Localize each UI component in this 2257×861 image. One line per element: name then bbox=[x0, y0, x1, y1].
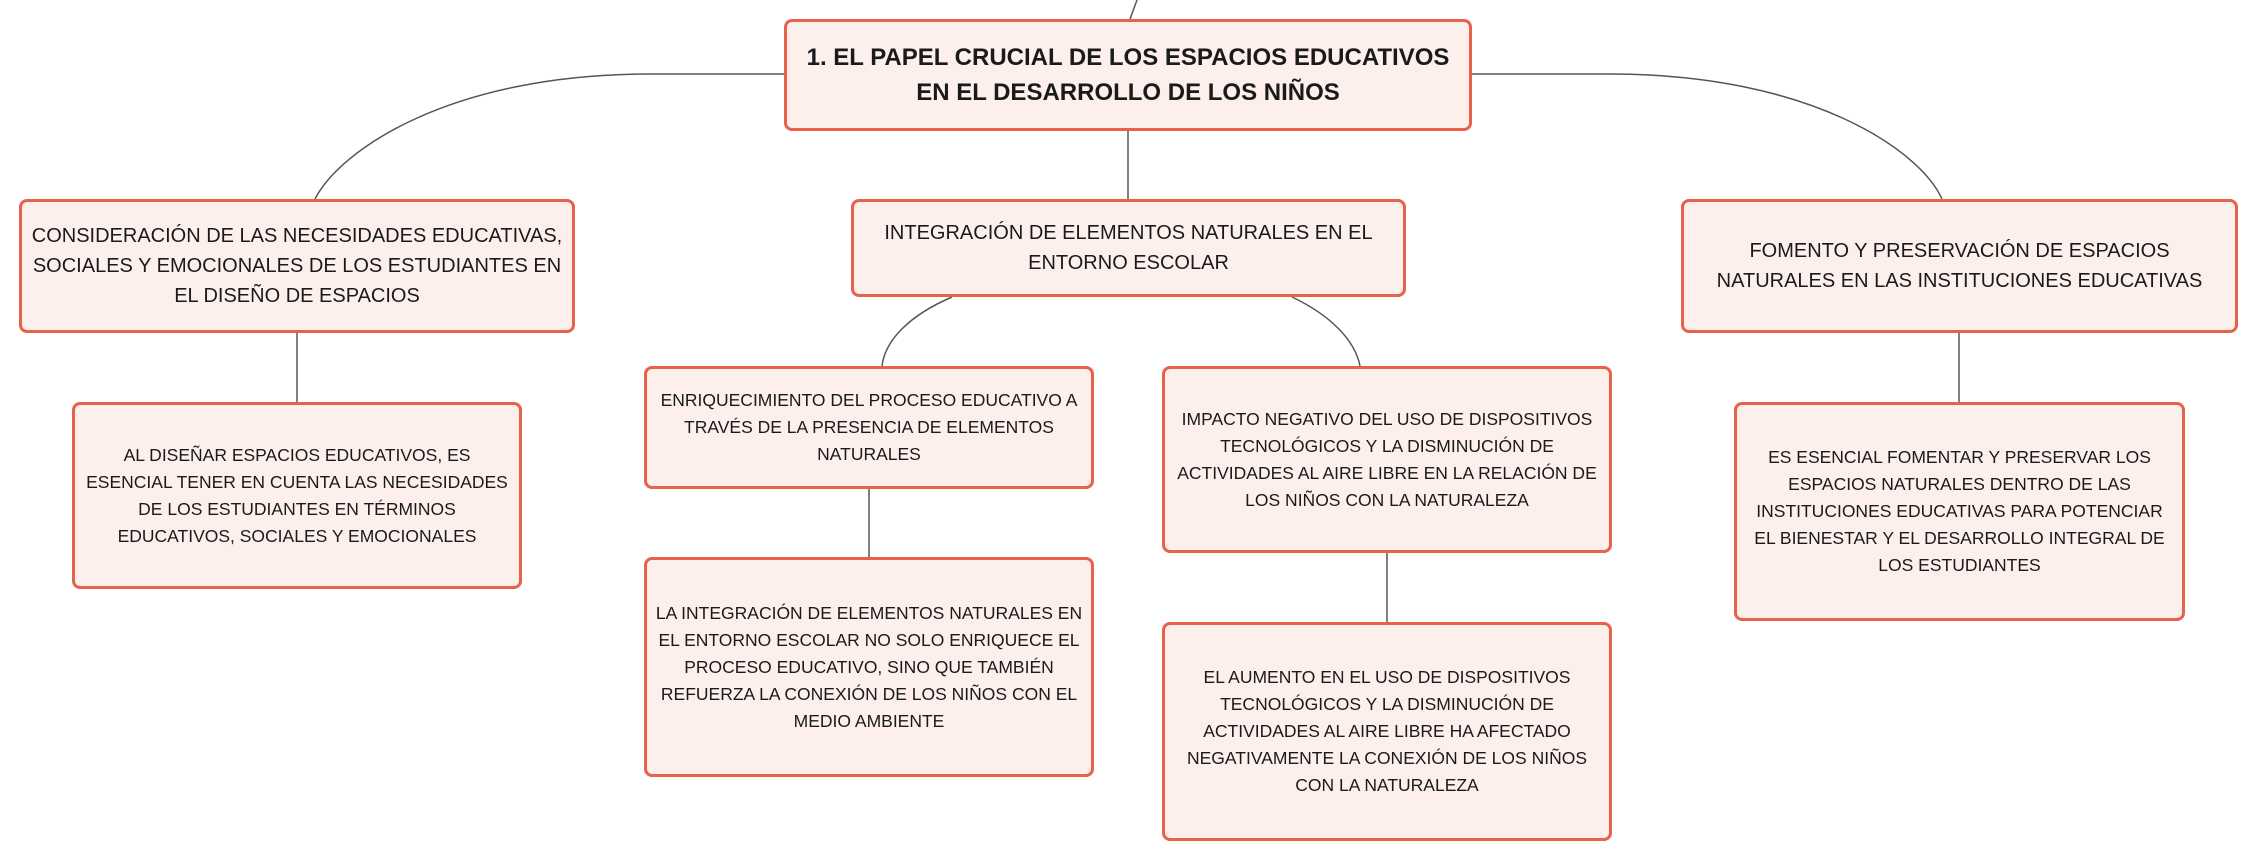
connector-root-parent bbox=[1130, 0, 1137, 19]
branch-node-necesidades[interactable] bbox=[19, 199, 575, 333]
connector-branch-2-to-child-1 bbox=[882, 297, 952, 366]
leaf-node-label: LA INTEGRACIÓN DE ELEMENTOS NATURALES EN EL ENTORNO ESCOLAR NO SOLO ENRIQUECE EL PROCESO EDUCATIVO, SINO QUE TAMBIÉN REFUERZA LA CONEXIÓN DE LOS NIÑOS CON EL MEDIO AMBIENTE bbox=[655, 602, 1083, 731]
root-topic[interactable] bbox=[784, 19, 1472, 131]
connector-root-to-branch-1 bbox=[315, 74, 784, 199]
subtopic-node-enriquecimiento[interactable] bbox=[644, 366, 1094, 489]
branch-node-fomento[interactable] bbox=[1681, 199, 2238, 333]
leaf-node-preservar-espacios[interactable] bbox=[1734, 402, 2185, 621]
leaf-node-integracion-refuerza[interactable] bbox=[644, 557, 1094, 777]
branch-node-integracion[interactable] bbox=[851, 199, 1406, 297]
leaf-node-label: EL AUMENTO EN EL USO DE DISPOSITIVOS TECNOLÓGICOS Y LA DISMINUCIÓN DE ACTIVIDADES AL AIRE LIBRE HA AFECTADO NEGATIVAMENTE LA CONEXIÓN DE LOS NIÑOS CON LA NATURALEZA bbox=[1187, 667, 1587, 795]
leaf-node-label: ES ESENCIAL FOMENTAR Y PRESERVAR LOS ESPACIOS NATURALES DENTRO DE LAS INSTITUCIONES EDUCATIVAS PARA POTENCIAR EL BIENESTAR Y EL DESARROLLO INTEGRAL DE LOS ESTUDIANTES bbox=[1754, 447, 2165, 575]
branch-node-label: FOMENTO Y PRESERVACIÓN DE ESPACIOS NATURALES EN LAS INSTITUCIONES EDUCATIVAS bbox=[1716, 240, 2203, 292]
connector-branch-2-to-child-2 bbox=[1292, 297, 1360, 366]
subtopic-node-label: IMPACTO NEGATIVO DEL USO DE DISPOSITIVOS TECNOLÓGICOS Y LA DISMINUCIÓN DE ACTIVIDADES AL AIRE LIBRE EN LA RELACIÓN DE LOS NIÑOS CON LA NATURALEZA bbox=[1177, 408, 1597, 510]
leaf-node-label: AL DISEÑAR ESPACIOS EDUCATIVOS, ES ESENCIAL TENER EN CUENTA LAS NECESIDADES DE LOS ESTUDIANTES EN TÉRMINOS EDUCATIVOS, SOCIALES Y EMOCIONALES bbox=[86, 444, 508, 546]
subtopic-node-label: ENRIQUECIMIENTO DEL PROCESO EDUCATIVO A TRAVÉS DE LA PRESENCIA DE ELEMENTOS NATURALES bbox=[660, 390, 1078, 464]
leaf-node-disenar-espacios[interactable] bbox=[72, 402, 522, 589]
branch-node-label: INTEGRACIÓN DE ELEMENTOS NATURALES EN EL ENTORNO ESCOLAR bbox=[884, 222, 1373, 274]
leaf-node-aumento-dispositivos[interactable] bbox=[1162, 622, 1612, 841]
connector-root-to-branch-3 bbox=[1472, 74, 1942, 199]
branch-node-label: CONSIDERACIÓN DE LAS NECESIDADES EDUCATIVAS, SOCIALES Y EMOCIONALES DE LOS ESTUDIANTES EN EL DISEÑO DE ESPACIOS bbox=[31, 225, 563, 307]
subtopic-node-impacto-negativo[interactable] bbox=[1162, 366, 1612, 553]
root-topic-label: 1. EL PAPEL CRUCIAL DE LOS ESPACIOS EDUCATIVOS EN EL DESARROLLO DE LOS NIÑOS bbox=[806, 44, 1450, 106]
